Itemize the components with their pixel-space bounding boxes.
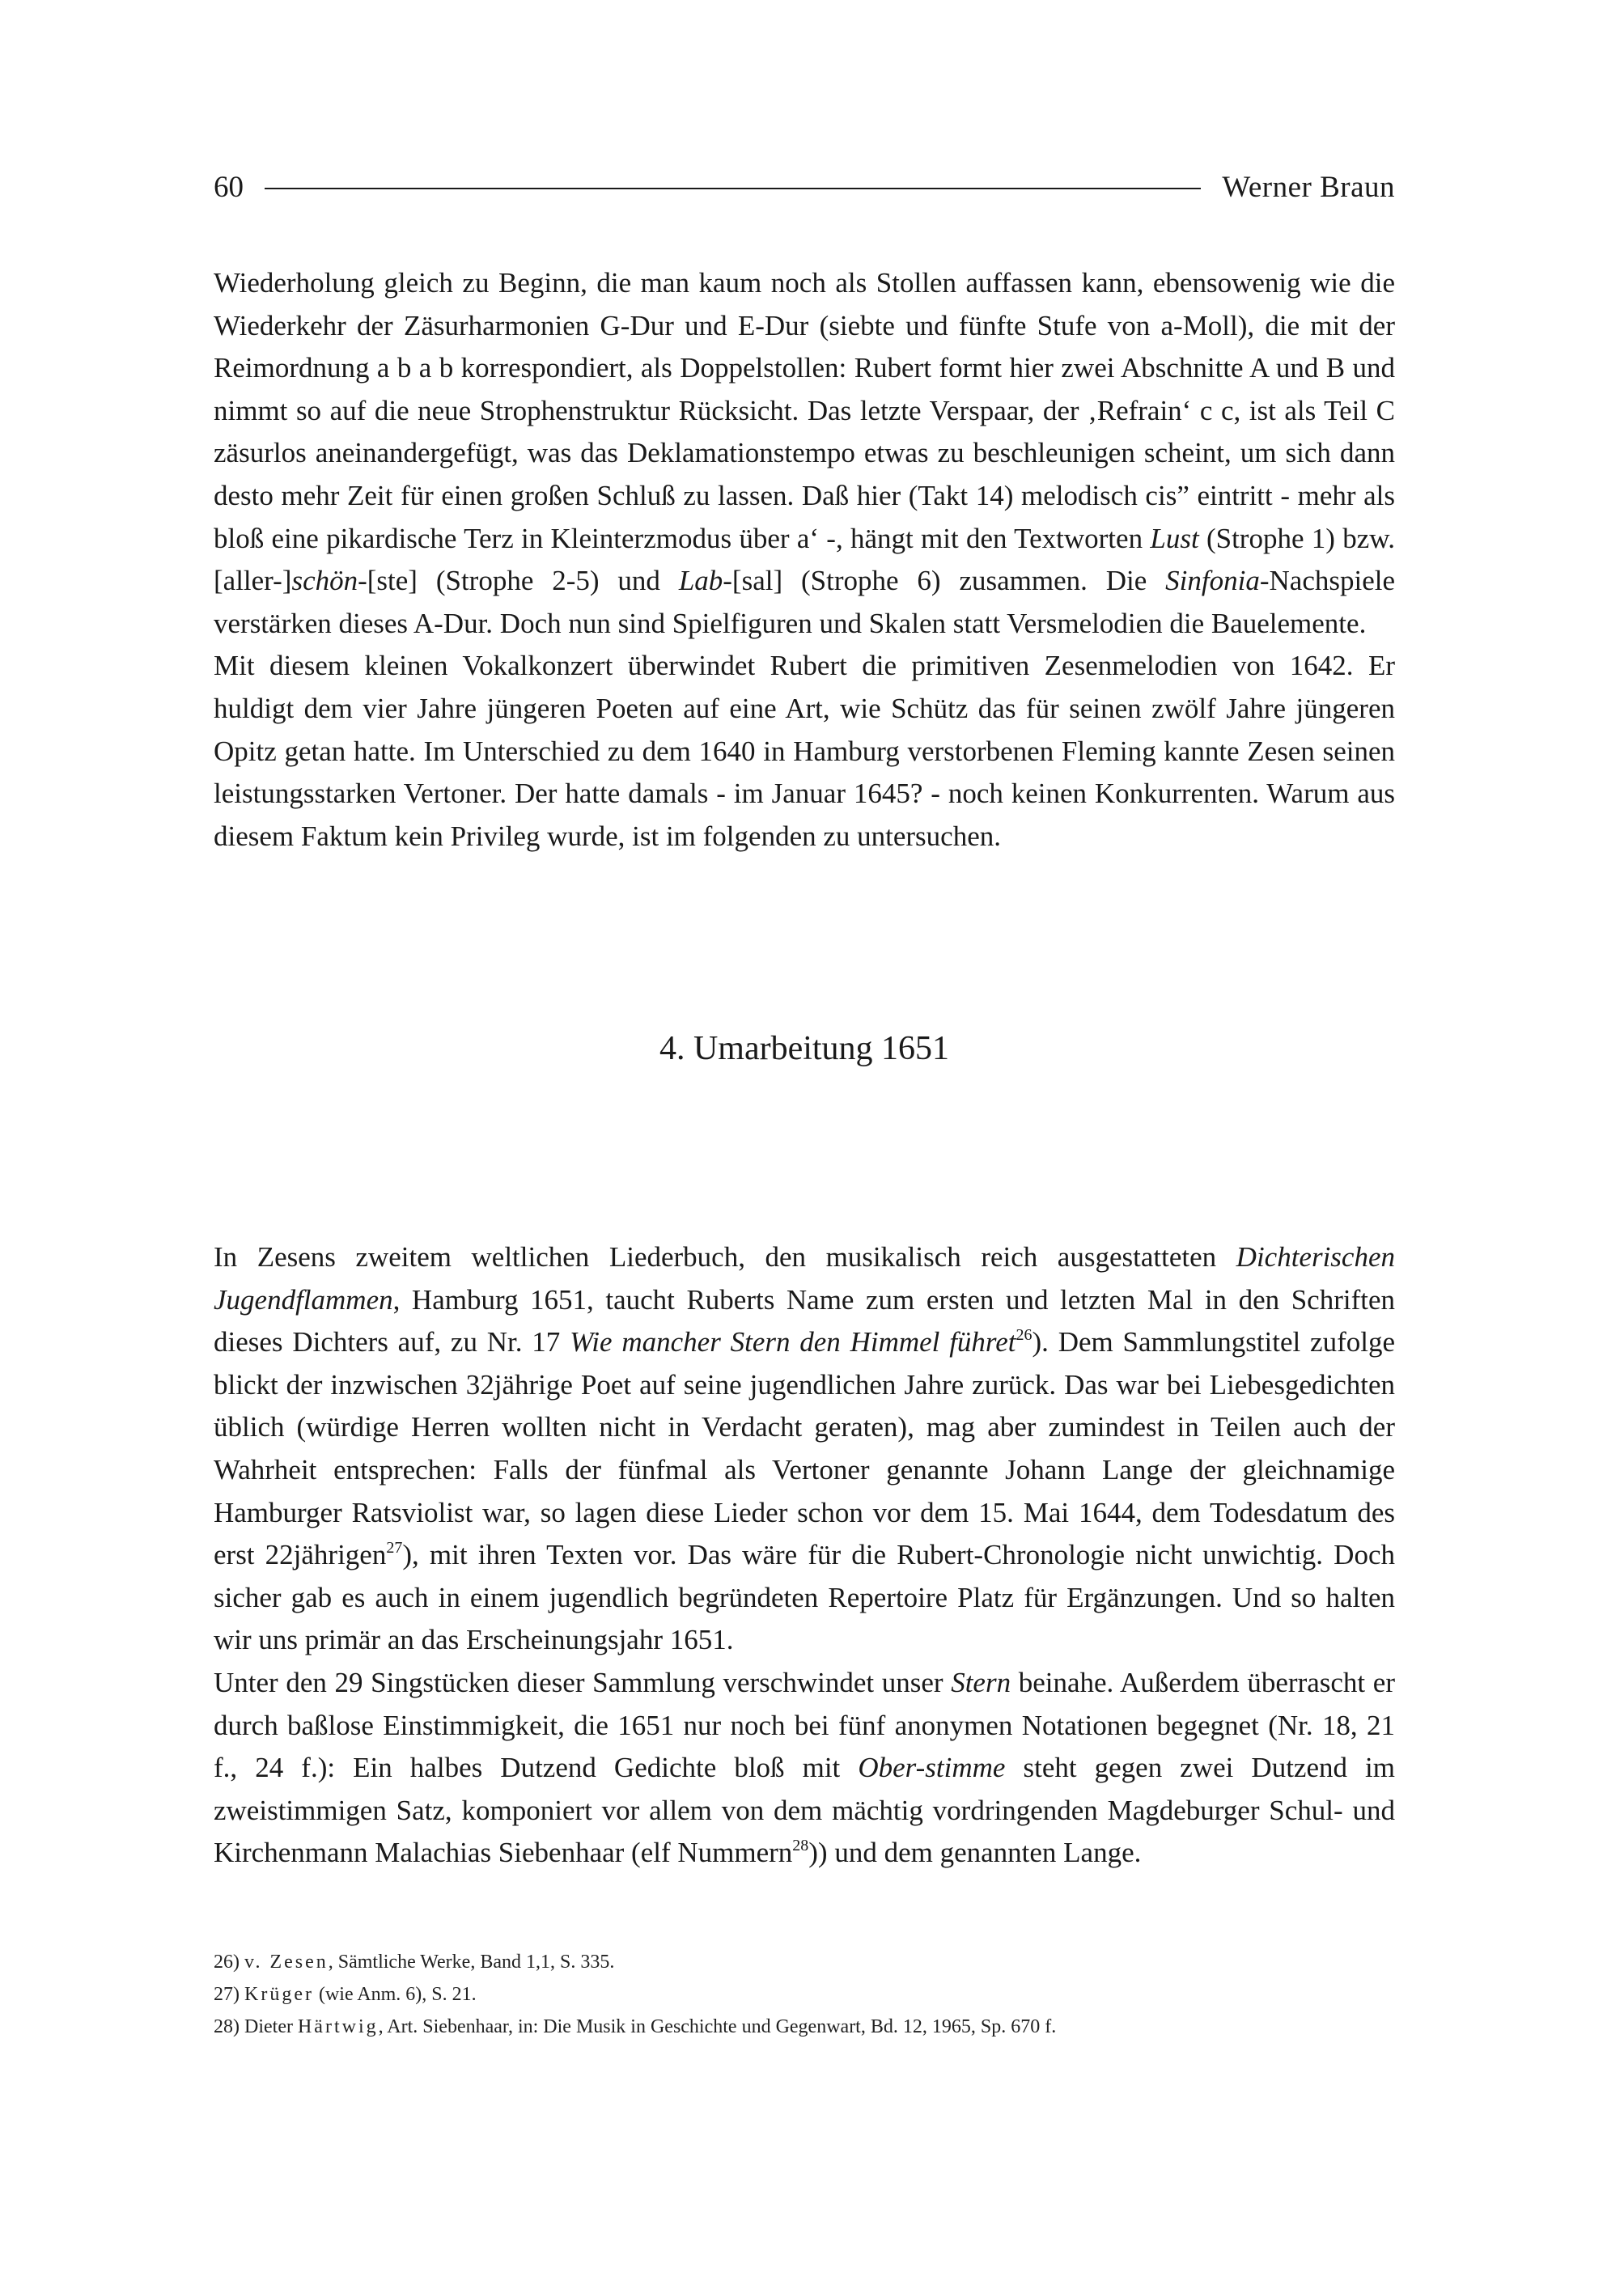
text-block-bottom	[214, 1236, 1395, 1875]
footnote-author: v. Zesen	[244, 1952, 329, 1973]
running-head-author: Werner Braun	[1222, 170, 1395, 204]
paragraph: Mit diesem kleinen Vokalkonzert überwindet Rubert die primitiven Zesenmelodien von 1642. Er huldigt dem vier Jahre jüngeren Poeten auf eine Art, wie Schütz das für seinen zwölf Jahre jüngeren Opitz getan hatte. Im Unterschied zu dem 1640 in Hamburg verstorbenen Fleming kannte Zesen seinen leistungsstarken Vertoner. Der hatte damals - im Januar 1645? - noch keinen Konkurrenten. Warum aus diesem Faktum kein Privileg wurde, ist im folgenden zu untersuchen.	[214, 650, 1395, 852]
footnote-author: Härtwig	[297, 2016, 379, 2037]
footnote-number: 26)	[214, 1952, 240, 1973]
emphasis: Wie mancher Stern den Himmel führet	[570, 1326, 1016, 1358]
paragraph: Unter den 29 Singstücken dieser Sammlung verschwindet unser Stern beinahe. Außerdem überrascht er durch baßlose Einstimmigkeit, die 1651 nur noch bei fünf anonymen Notationen begegnet (Nr. 18, 21 f., 24 f.): Ein halbes Dutzend Gedichte bloß mit Ober-stimme steht gegen zwei Dutzend im zweistimmigen Satz, komponiert vor allem von dem mächtig vordringenden Magdeburger Schul- und Kirchenmann Malachias Siebenhaar (elf Nummern$^{28}$)) und dem genannten Lange.	[214, 1666, 1395, 1869]
footnote-ref[interactable]: 28	[792, 1837, 809, 1855]
footnotes	[214, 1946, 1395, 2043]
emphasis: Lust	[1150, 522, 1199, 554]
footnote-number: 27)	[214, 1984, 240, 2005]
running-header	[214, 165, 1395, 209]
emphasis: Dichterischen Jugendflammen	[214, 1241, 1395, 1316]
footnote: 28) Dieter Härtwig, Art. Siebenhaar, in: Die Musik in Geschichte und Gegenwart, Bd. 12, 1965, Sp. 670 f.	[214, 2016, 1057, 2037]
emphasis: Stern	[951, 1666, 1011, 1698]
page-number: 60	[214, 170, 244, 204]
header-rule	[265, 188, 1201, 189]
footnote-ref[interactable]: 27	[386, 1539, 403, 1558]
emphasis: Ober-stimme	[858, 1752, 1006, 1784]
footnote-number: 28)	[214, 2016, 240, 2037]
footnote: 27) Krüger (wie Anm. 6), S. 21.	[214, 1984, 477, 2005]
footnote-author: Krüger	[244, 1984, 314, 2005]
footnote-ref[interactable]: 26	[1016, 1326, 1032, 1345]
emphasis: Lab	[678, 565, 723, 597]
emphasis: schön	[291, 565, 358, 597]
text-block-top	[214, 262, 1395, 858]
paragraph: In Zesens zweitem weltlichen Liederbuch, den musikalisch reich ausgestatteten Dichterischen Jugendflammen, Hamburg 1651, taucht Ruberts Name zum ersten und letzten Mal in den Schriften dieses Dichters auf, zu Nr. 17 Wie mancher Stern den Himmel führet$^{26}$). Dem Sammlungstitel zufolge blickt der inzwischen 32jährige Poet auf seine jugendlichen Jahre zurück. Das war bei Liebesgedichten üblich (würdige Herren wollten nicht in Verdacht geraten), mag aber zumindest in Teilen auch der Wahrheit entsprechen: Falls der fünfmal als Vertoner genannte Johann Lange der gleichnamige Hamburger Ratsviolist war, so lagen diese Lieder schon vor dem 15. Mai 1644, dem Todesdatum des erst 22jährigen$^{27}$), mit ihren Texten vor. Das wäre für die Rubert-Chronologie nicht unwichtig. Doch sicher gab es auch in einem jugendlich begründeten Repertoire Platz für Ergänzungen. Und so halten wir uns primär an das Erscheinungsjahr 1651.	[214, 1241, 1395, 1656]
emphasis: Sinfonia	[1165, 565, 1260, 597]
section-heading: 4. Umarbeitung 1651	[659, 1030, 950, 1067]
footnote: 26) v. Zesen, Sämtliche Werke, Band 1,1, S. 335.	[214, 1952, 615, 1973]
paragraph: Wiederholung gleich zu Beginn, die man kaum noch als Stollen auffassen kann, ebensowenig wie die Wiederkehr der Zäsurharmonien G-Dur und E-Dur (siebte und fünfte Stufe von a-Moll), die mit der Reimordnung a b a b korrespondiert, als Doppelstollen: Rubert formt hier zwei Abschnitte A und B und nimmt so auf die neue Strophenstruktur Rücksicht. Das letzte Verspaar, der ‚Refrain‘ c c, ist als Teil C zäsurlos aneinandergefügt, was das Deklamationstempo etwas zu beschleunigen scheint, um sich dann desto mehr Zeit für einen großen Schluß zu lassen. Daß hier (Takt 14) melodisch cis” eintritt - mehr als bloß eine pikardische Terz in Kleinterzmodus über a‘ -, hängt mit den Textworten Lust (Strophe 1) bzw. [aller-]schön-[ste] (Strophe 2-5) und Lab-[sal] (Strophe 6) zusammen. Die Sinfonia-Nachspiele verstärken dieses A-Dur. Doch nun sind Spielfiguren und Skalen statt Versmelodien die Bauelemente.	[214, 267, 1396, 639]
